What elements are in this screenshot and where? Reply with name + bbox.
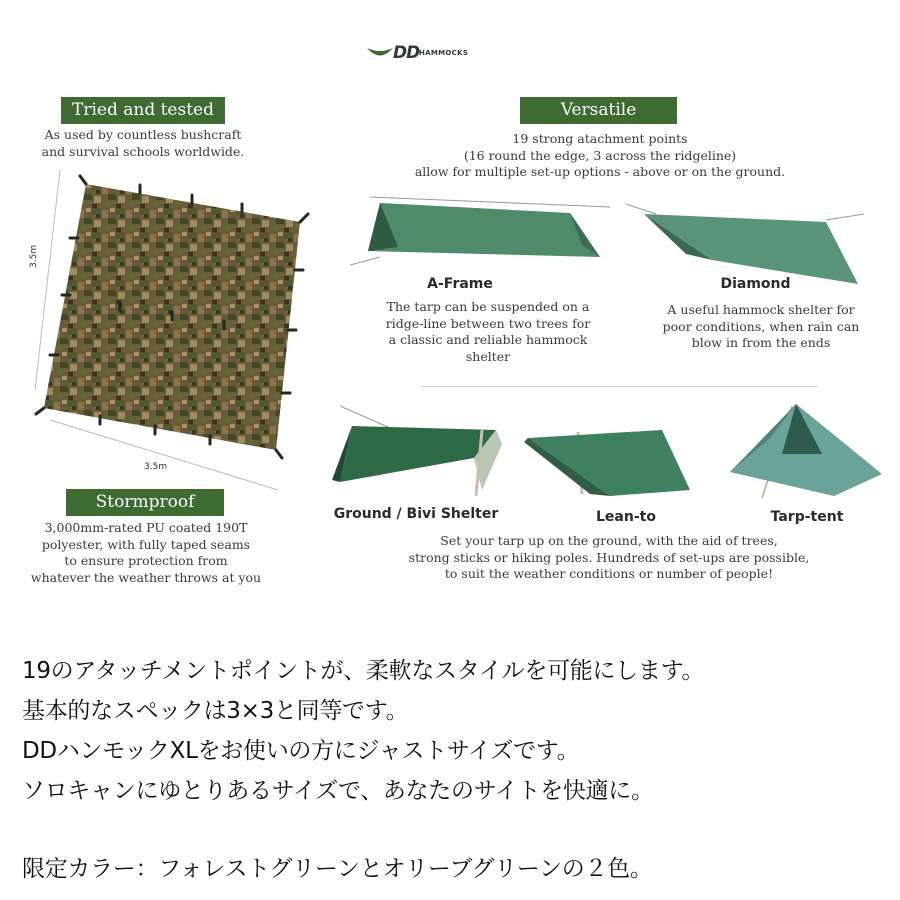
tarp-tent-label: Tarp-tent xyxy=(770,509,844,525)
jp-line-1: 19のアタッチメントポイントが、柔軟なスタイルを可能にします。 xyxy=(22,658,705,684)
desc-line: shelter xyxy=(465,348,511,364)
desc-line: 3,000mm-rated PU coated 190T xyxy=(44,520,248,535)
jp-line-3: DDハンモックXLをお使いの方にジャストサイズです。 xyxy=(22,738,580,764)
jp-color-note: 限定カラー：フォレストグリーンとオリーブグリーンの２色。 xyxy=(22,856,653,882)
a-frame-illustration xyxy=(350,195,620,275)
tried-tested-banner: Tried and tested xyxy=(61,97,225,124)
ground-bivi-label: Ground / Bivi Shelter xyxy=(333,506,499,522)
versatile-description xyxy=(380,131,820,181)
brand-logo xyxy=(366,43,486,65)
desc-line: to ensure protection from xyxy=(64,553,228,568)
logo-sub-text: HAMMOCKS xyxy=(419,49,469,57)
camo-tarp-illustration xyxy=(20,160,320,490)
stormproof-banner: Stormproof xyxy=(66,489,224,516)
logo-brand-text: DD xyxy=(393,43,420,63)
side-dimension-label: 3.5m xyxy=(29,244,39,268)
desc-line: a classic and reliable hammock xyxy=(388,332,588,347)
diamond-description xyxy=(650,302,872,352)
jp-line-2: 基本的なスペックは3×3と同等です。 xyxy=(22,698,409,724)
desc-line: The tarp can be suspended on a xyxy=(386,299,590,314)
desc-line: As used by countless bushcraft xyxy=(44,127,242,142)
lean-to-label: Lean-to xyxy=(596,509,656,525)
section-divider xyxy=(420,386,818,387)
desc-line: 19 strong atachment points xyxy=(512,131,688,146)
a-frame-description xyxy=(368,299,608,365)
a-frame-label: A-Frame xyxy=(427,276,493,292)
ground-bivi-illustration xyxy=(330,400,510,500)
desc-line: blow in from the ends xyxy=(691,335,831,350)
stormproof-description xyxy=(12,520,280,586)
desc-line: (16 round the edge, 3 across the ridgeline) xyxy=(463,147,737,163)
desc-line: to suit the weather conditions or number of people! xyxy=(444,566,774,581)
tried-tested-description xyxy=(30,127,256,160)
diamond-label: Diamond xyxy=(720,276,791,292)
leaf-logo-icon xyxy=(366,45,394,61)
desc-line: whatever the weather throws at you xyxy=(30,569,262,585)
desc-line: A useful hammock shelter for xyxy=(667,302,855,317)
desc-line: poor conditions, when rain can xyxy=(662,318,860,334)
desc-line: and survival schools worldwide. xyxy=(41,143,245,159)
desc-line: Set your tarp up on the ground, with the aid of trees, xyxy=(440,533,778,548)
desc-line: polyester, with fully taped seams xyxy=(41,536,251,552)
ground-setup-description xyxy=(388,533,830,583)
versatile-banner: Versatile xyxy=(520,97,677,124)
jp-line-4: ソロキャンにゆとりあるサイズで、あなたのサイトを快適に。 xyxy=(22,778,654,804)
desc-line: strong sticks or hiking poles. Hundreds of set-ups are possible, xyxy=(408,549,810,565)
lean-to-illustration xyxy=(520,420,700,500)
desc-line: ridge-line between two trees for xyxy=(385,315,591,331)
desc-line: allow for multiple set-up options - above or on the ground. xyxy=(414,164,786,179)
tarp-tent-illustration xyxy=(722,398,892,503)
bottom-dimension-label: 3.5m xyxy=(144,462,168,472)
